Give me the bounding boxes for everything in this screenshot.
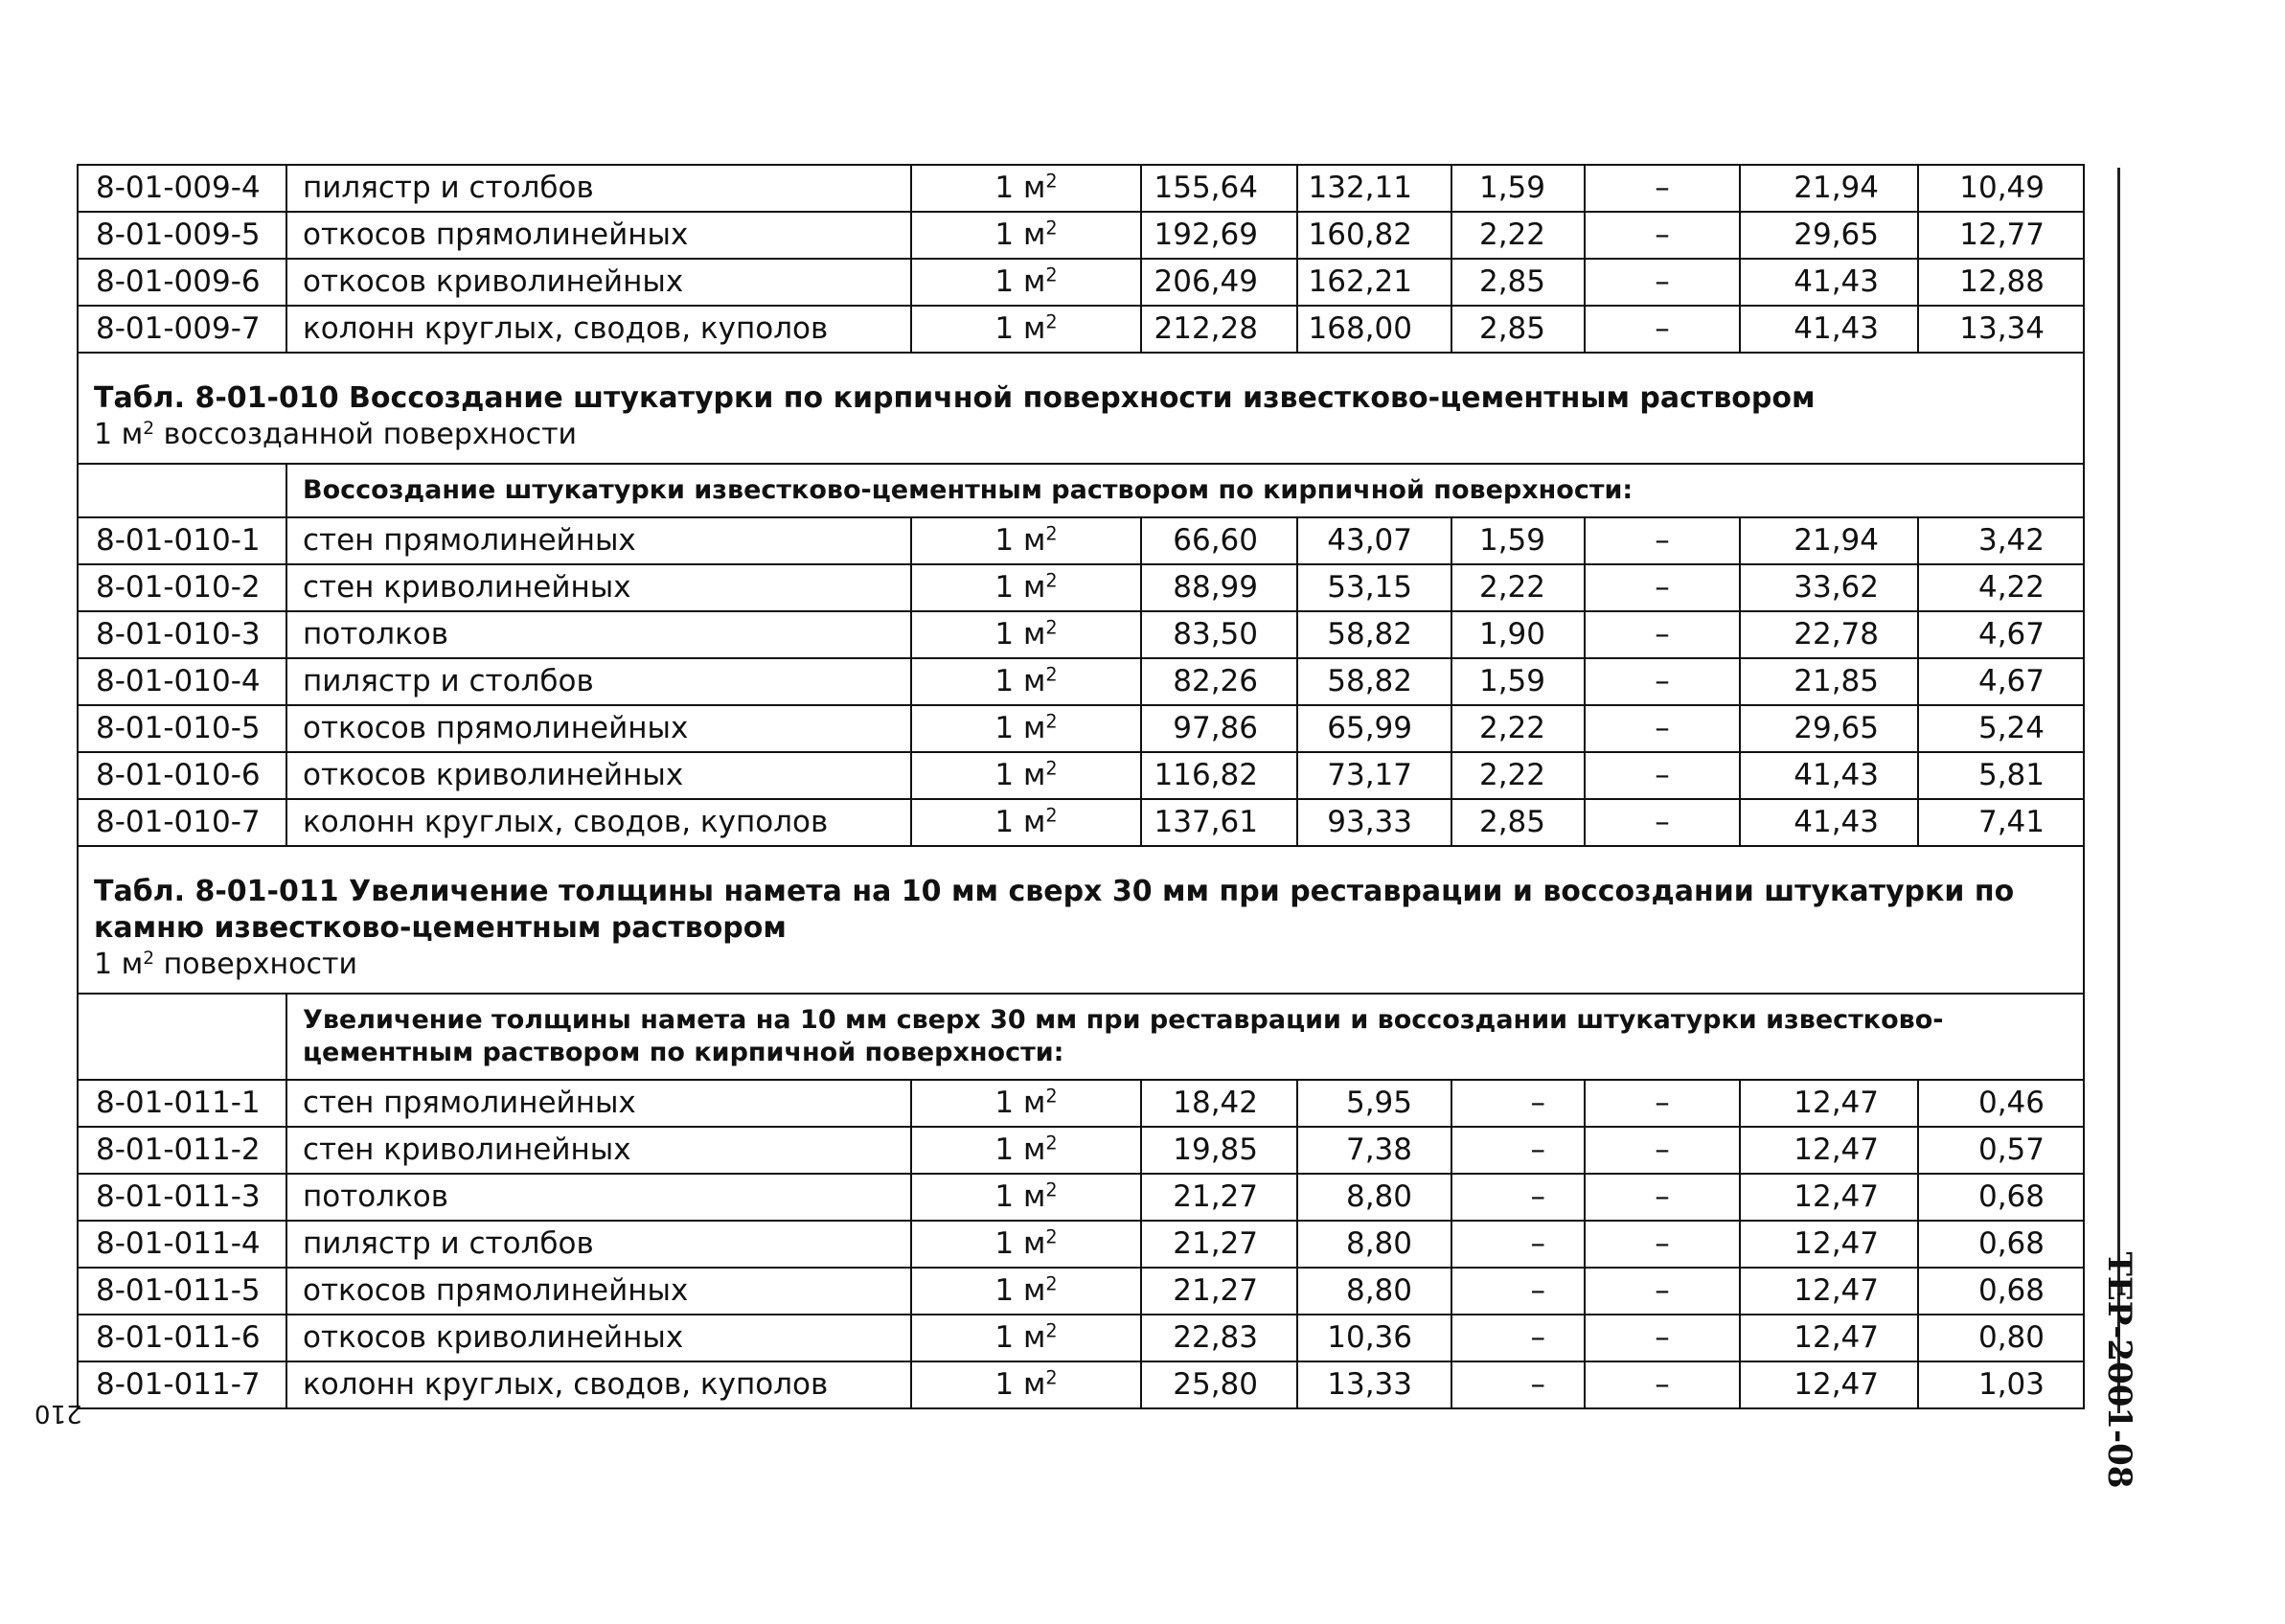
value-cell: 7,38 xyxy=(1297,1127,1451,1174)
table-row xyxy=(78,1268,2084,1315)
code-cell: 8-01-009-6 xyxy=(78,259,286,306)
value-cell: 5,81 xyxy=(1918,752,2084,799)
value-cell: 1,59 xyxy=(1451,658,1585,705)
value-cell: 29,65 xyxy=(1740,705,1918,752)
name-cell: стен криволинейных xyxy=(286,1127,911,1174)
table-row xyxy=(78,1080,2084,1127)
value-cell: 4,67 xyxy=(1918,658,2084,705)
value-cell: 8,80 xyxy=(1297,1221,1451,1268)
table-row xyxy=(78,306,2084,353)
unit-cell: 1 $м^2$ xyxy=(911,306,1141,353)
code-cell: 8-01-010-7 xyxy=(78,799,286,846)
unit-cell: 1 $м^2$ xyxy=(911,1174,1141,1221)
value-cell: 0,80 xyxy=(1918,1315,2084,1361)
code-cell: 8-01-010-2 xyxy=(78,564,286,611)
name-cell: стен прямолинейных xyxy=(286,1080,911,1127)
code-cell: 8-01-009-7 xyxy=(78,306,286,353)
value-cell: 8,80 xyxy=(1297,1174,1451,1221)
section-unit-note: 1 $м^2$ воссозданной поверхности xyxy=(94,418,578,451)
value-cell: – xyxy=(1585,1361,1740,1408)
document-code: ТЕР-2001-08 xyxy=(2100,1251,2138,1489)
value-cell: 83,50 xyxy=(1141,611,1297,658)
value-cell: 12,47 xyxy=(1740,1080,1918,1127)
work-group-heading: Воссоздание штукатурки известково-цементным раствором по кирпичной поверхности: xyxy=(286,464,2084,517)
value-cell: 0,46 xyxy=(1918,1080,2084,1127)
value-cell: – xyxy=(1451,1174,1585,1221)
work-group-heading: Увеличение толщины намета на 10 мм сверх 30 мм при реставрации и воссоздании штукатурки известково-цементным раствором по кирпичной поверхности: xyxy=(286,994,2084,1080)
table-row xyxy=(78,1174,2084,1221)
section-title: Табл. 8-01-010 Воссоздание штукатурки по кирпичной поверхности известково-цементным раствором xyxy=(94,381,1816,415)
value-cell: 58,82 xyxy=(1297,658,1451,705)
value-cell: – xyxy=(1585,752,1740,799)
value-cell: 12,47 xyxy=(1740,1315,1918,1361)
value-cell: – xyxy=(1585,165,1740,212)
table-row xyxy=(78,564,2084,611)
unit-cell: 1 $м^2$ xyxy=(911,1221,1141,1268)
unit-cell: 1 $м^2$ xyxy=(911,799,1141,846)
value-cell: 12,47 xyxy=(1740,1127,1918,1174)
value-cell: 41,43 xyxy=(1740,799,1918,846)
value-cell: – xyxy=(1585,1127,1740,1174)
name-cell: пилястр и столбов xyxy=(286,1221,911,1268)
value-cell: 12,47 xyxy=(1740,1221,1918,1268)
value-cell: 2,85 xyxy=(1451,799,1585,846)
value-cell: 21,85 xyxy=(1740,658,1918,705)
value-cell: 41,43 xyxy=(1740,306,1918,353)
value-cell: 21,94 xyxy=(1740,517,1918,564)
value-cell: 0,68 xyxy=(1918,1268,2084,1315)
table-row xyxy=(78,1221,2084,1268)
page-number: 210 xyxy=(34,1399,82,1428)
value-cell: 12,47 xyxy=(1740,1174,1918,1221)
value-cell: 0,68 xyxy=(1918,1221,2084,1268)
value-cell: 132,11 xyxy=(1297,165,1451,212)
value-cell: – xyxy=(1451,1268,1585,1315)
value-cell: – xyxy=(1451,1221,1585,1268)
table-row xyxy=(78,611,2084,658)
name-cell: откосов прямолинейных xyxy=(286,1268,911,1315)
value-cell: 97,86 xyxy=(1141,705,1297,752)
value-cell: 13,34 xyxy=(1918,306,2084,353)
value-cell: 21,27 xyxy=(1141,1174,1297,1221)
value-cell: 160,82 xyxy=(1297,212,1451,259)
value-cell: 1,59 xyxy=(1451,165,1585,212)
value-cell: 88,99 xyxy=(1141,564,1297,611)
name-cell: откосов криволинейных xyxy=(286,1315,911,1361)
value-cell: – xyxy=(1585,517,1740,564)
section-title: Табл. 8-01-011 Увеличение толщины намета на 10 мм сверх 30 мм при реставрации и воссоздании штукатурки по камню известково-цементным раствором xyxy=(94,875,2015,945)
code-cell: 8-01-011-7 xyxy=(78,1361,286,1408)
code-cell: 8-01-010-3 xyxy=(78,611,286,658)
value-cell: – xyxy=(1585,1315,1740,1361)
value-cell: 2,85 xyxy=(1451,259,1585,306)
value-cell: – xyxy=(1451,1127,1585,1174)
code-cell: 8-01-010-6 xyxy=(78,752,286,799)
unit-cell: 1 $м^2$ xyxy=(911,611,1141,658)
value-cell: 5,95 xyxy=(1297,1080,1451,1127)
value-cell: 2,22 xyxy=(1451,705,1585,752)
value-cell: 2,22 xyxy=(1451,212,1585,259)
unit-cell: 1 $м^2$ xyxy=(911,165,1141,212)
value-cell: 12,47 xyxy=(1740,1268,1918,1315)
name-cell: потолков xyxy=(286,1174,911,1221)
unit-cell: 1 $м^2$ xyxy=(911,1361,1141,1408)
rates-table-page xyxy=(77,164,2083,1409)
table-row xyxy=(78,1361,2084,1408)
value-cell: 33,62 xyxy=(1740,564,1918,611)
value-cell: 73,17 xyxy=(1297,752,1451,799)
value-cell: – xyxy=(1585,1221,1740,1268)
value-cell: – xyxy=(1451,1080,1585,1127)
value-cell: – xyxy=(1585,611,1740,658)
table-row xyxy=(78,1127,2084,1174)
value-cell: 58,82 xyxy=(1297,611,1451,658)
work-group-heading-row xyxy=(78,994,2084,1080)
name-cell: пилястр и столбов xyxy=(286,165,911,212)
unit-cell: 1 $м^2$ xyxy=(911,658,1141,705)
code-cell: 8-01-010-4 xyxy=(78,658,286,705)
value-cell: 25,80 xyxy=(1141,1361,1297,1408)
name-cell: колонн круглых, сводов, куполов xyxy=(286,799,911,846)
rates-table xyxy=(77,164,2085,1409)
value-cell: 2,22 xyxy=(1451,564,1585,611)
unit-cell: 1 $м^2$ xyxy=(911,1080,1141,1127)
name-cell: колонн круглых, сводов, куполов xyxy=(286,1361,911,1408)
name-cell: пилястр и столбов xyxy=(286,658,911,705)
table-row xyxy=(78,658,2084,705)
value-cell: – xyxy=(1585,705,1740,752)
code-cell: 8-01-011-3 xyxy=(78,1174,286,1221)
value-cell: – xyxy=(1585,1268,1740,1315)
value-cell: 21,94 xyxy=(1740,165,1918,212)
table-row xyxy=(78,705,2084,752)
table-row xyxy=(78,752,2084,799)
code-cell: 8-01-009-5 xyxy=(78,212,286,259)
value-cell: – xyxy=(1451,1361,1585,1408)
value-cell: 10,49 xyxy=(1918,165,2084,212)
value-cell: 43,07 xyxy=(1297,517,1451,564)
value-cell: 206,49 xyxy=(1141,259,1297,306)
value-cell: 1,59 xyxy=(1451,517,1585,564)
value-cell: – xyxy=(1585,212,1740,259)
unit-cell: 1 $м^2$ xyxy=(911,212,1141,259)
name-cell: откосов прямолинейных xyxy=(286,212,911,259)
name-cell: откосов криволинейных xyxy=(286,259,911,306)
value-cell: 12,47 xyxy=(1740,1361,1918,1408)
name-cell: откосов прямолинейных xyxy=(286,705,911,752)
value-cell: – xyxy=(1585,259,1740,306)
value-cell: 4,67 xyxy=(1918,611,2084,658)
unit-cell: 1 $м^2$ xyxy=(911,705,1141,752)
value-cell: 10,36 xyxy=(1297,1315,1451,1361)
value-cell: – xyxy=(1585,564,1740,611)
value-cell: 65,99 xyxy=(1297,705,1451,752)
name-cell: откосов криволинейных xyxy=(286,752,911,799)
unit-cell: 1 $м^2$ xyxy=(911,752,1141,799)
value-cell: 12,77 xyxy=(1918,212,2084,259)
code-cell: 8-01-011-4 xyxy=(78,1221,286,1268)
value-cell: 3,42 xyxy=(1918,517,2084,564)
value-cell: 155,64 xyxy=(1141,165,1297,212)
value-cell: 137,61 xyxy=(1141,799,1297,846)
value-cell: 41,43 xyxy=(1740,752,1918,799)
value-cell: 2,22 xyxy=(1451,752,1585,799)
value-cell: – xyxy=(1585,1174,1740,1221)
value-cell: 0,57 xyxy=(1918,1127,2084,1174)
value-cell: 12,88 xyxy=(1918,259,2084,306)
table-row xyxy=(78,212,2084,259)
table-section-caption xyxy=(78,846,2084,994)
value-cell: – xyxy=(1585,799,1740,846)
value-cell: 29,65 xyxy=(1740,212,1918,259)
value-cell: 22,78 xyxy=(1740,611,1918,658)
unit-cell: 1 $м^2$ xyxy=(911,1315,1141,1361)
value-cell: 21,27 xyxy=(1141,1221,1297,1268)
value-cell: – xyxy=(1451,1315,1585,1361)
value-cell: 18,42 xyxy=(1141,1080,1297,1127)
value-cell: 22,83 xyxy=(1141,1315,1297,1361)
code-cell: 8-01-011-1 xyxy=(78,1080,286,1127)
value-cell: – xyxy=(1585,306,1740,353)
table-section-caption xyxy=(78,353,2084,464)
value-cell: 212,28 xyxy=(1141,306,1297,353)
value-cell: 19,85 xyxy=(1141,1127,1297,1174)
value-cell: 4,22 xyxy=(1918,564,2084,611)
table-row xyxy=(78,799,2084,846)
value-cell: 192,69 xyxy=(1141,212,1297,259)
table-row xyxy=(78,517,2084,564)
value-cell: – xyxy=(1585,658,1740,705)
value-cell: 82,26 xyxy=(1141,658,1297,705)
value-cell: 1,90 xyxy=(1451,611,1585,658)
unit-cell: 1 $м^2$ xyxy=(911,1268,1141,1315)
name-cell: стен криволинейных xyxy=(286,564,911,611)
table-row xyxy=(78,259,2084,306)
value-cell: 168,00 xyxy=(1297,306,1451,353)
rates-table-body xyxy=(78,165,2084,1408)
unit-cell: 1 $м^2$ xyxy=(911,517,1141,564)
value-cell: 7,41 xyxy=(1918,799,2084,846)
value-cell: 66,60 xyxy=(1141,517,1297,564)
unit-cell: 1 $м^2$ xyxy=(911,1127,1141,1174)
value-cell: 41,43 xyxy=(1740,259,1918,306)
work-group-heading-row xyxy=(78,464,2084,517)
unit-cell: 1 $м^2$ xyxy=(911,564,1141,611)
value-cell: 93,33 xyxy=(1297,799,1451,846)
value-cell: 162,21 xyxy=(1297,259,1451,306)
value-cell: 21,27 xyxy=(1141,1268,1297,1315)
name-cell: стен прямолинейных xyxy=(286,517,911,564)
section-unit-note: 1 $м^2$ поверхности xyxy=(94,948,357,981)
name-cell: колонн круглых, сводов, куполов xyxy=(286,306,911,353)
name-cell: потолков xyxy=(286,611,911,658)
table-row xyxy=(78,1315,2084,1361)
value-cell: 2,85 xyxy=(1451,306,1585,353)
table-row xyxy=(78,165,2084,212)
value-cell: 8,80 xyxy=(1297,1268,1451,1315)
value-cell: 53,15 xyxy=(1297,564,1451,611)
value-cell: 1,03 xyxy=(1918,1361,2084,1408)
value-cell: – xyxy=(1585,1080,1740,1127)
code-cell: 8-01-011-5 xyxy=(78,1268,286,1315)
code-cell: 8-01-011-6 xyxy=(78,1315,286,1361)
code-cell: 8-01-010-1 xyxy=(78,517,286,564)
value-cell: 5,24 xyxy=(1918,705,2084,752)
value-cell: 116,82 xyxy=(1141,752,1297,799)
unit-cell: 1 $м^2$ xyxy=(911,259,1141,306)
code-cell: 8-01-010-5 xyxy=(78,705,286,752)
code-cell: 8-01-009-4 xyxy=(78,165,286,212)
code-cell: 8-01-011-2 xyxy=(78,1127,286,1174)
value-cell: 0,68 xyxy=(1918,1174,2084,1221)
value-cell: 13,33 xyxy=(1297,1361,1451,1408)
